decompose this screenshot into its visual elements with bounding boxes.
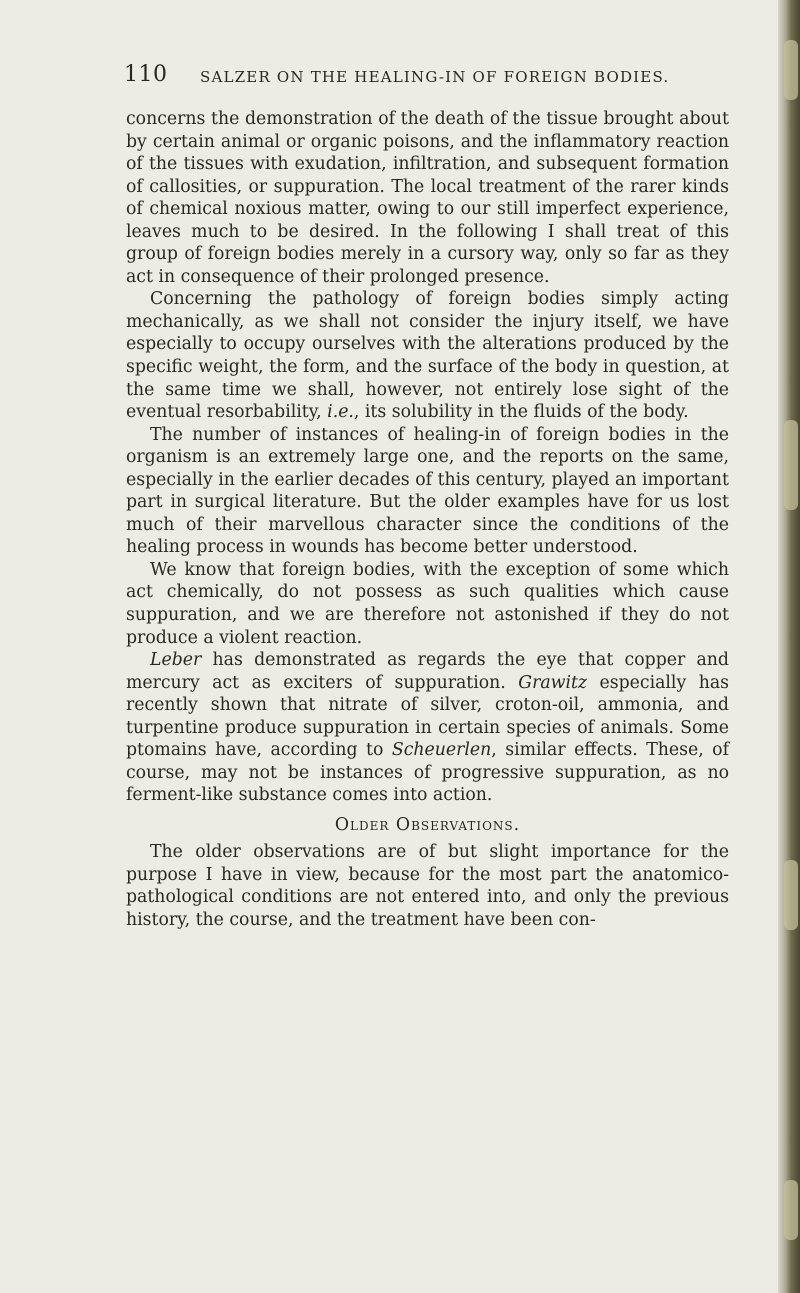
binding-mark: [784, 420, 798, 510]
paragraph-2: [126, 288, 729, 423]
paragraph-4: We know that foreign bodies, with the exception of some which act chemically, do not possess as such qualities which cause suppuration, and we are therefore not astonished if they do not produce a violent reaction.: [126, 559, 729, 648]
page-header: [124, 62, 744, 96]
paragraph-6: The older observations are of but slight importance for the purpose I have in view, because for the most part the anatomico-pathological conditions are not entered into, and only the previous history, the course, and the treatment have been con-: [126, 841, 729, 930]
paragraph-5-text-c: , similar effects. These, of course, may not be instances of progressive suppuration, as no ferment-like substance comes into action.: [126, 740, 729, 806]
paragraph-5: [126, 649, 729, 807]
body-text: [126, 108, 729, 931]
author-name-grawitz: Grawitz: [518, 672, 588, 693]
binding-mark: [784, 860, 798, 930]
paragraph-5-text-b: especially has recently shown that nitrate of silver, croton-oil, ammonia, and turpentine produce suppuration in certain species of animals. Some ptomains have, according to: [126, 672, 730, 761]
section-heading: Older Observations.: [334, 814, 521, 835]
paragraph-3: The number of instances of healing-in of foreign bodies in the organism is an extremely large one, and the reports on the same, especially in the earlier decades of this century, played an important part in surgical literature. But the older examples have for us lost much of their marvellous character since the conditions of the healing process in wounds has become better understood.: [126, 424, 729, 558]
binding-mark: [784, 40, 798, 100]
paragraph-2-ie: i.e.: [327, 402, 354, 423]
paragraph-2-text-a: Concerning the pathology of foreign bodies simply acting mechanically, as we shall not consider the injury itself, we have especially to occupy ourselves with the alterations produced by the specific weight, the form, and the surface of the body in question, at the same time we shall, however, not entirely lose sight of the eventual resorbability,: [126, 289, 729, 423]
paragraph-1: concerns the demonstration of the death of the tissue brought about by certain animal or organic poisons, and the inflammatory reaction of the tissues with exudation, infiltration, and subsequent formation of callosities, or suppuration. The local treatment of the rarer kinds of chemical noxious matter, owing to our still imperfect experience, leaves much to be desired. In the following I shall treat of this group of foreign bodies merely in a cursory way, only so far as they act in consequence of their prolonged presence.: [126, 109, 729, 287]
book-binding-edge: [778, 0, 800, 1293]
paragraph-2-text-b: , its solubility in the fluids of the body.: [353, 402, 689, 423]
running-title: SALZER ON THE HEALING-IN OF FOREIGN BODIES.: [200, 68, 670, 86]
page-number: 110: [124, 62, 168, 87]
author-name-scheuerlen: Scheuerlen: [391, 740, 492, 761]
binding-mark: [784, 1180, 798, 1240]
author-name-leber: Leber: [150, 650, 202, 671]
paragraph-5-text-a: has demonstrated as regards the eye that copper and mercury act as exciters of suppuration.: [126, 650, 729, 693]
